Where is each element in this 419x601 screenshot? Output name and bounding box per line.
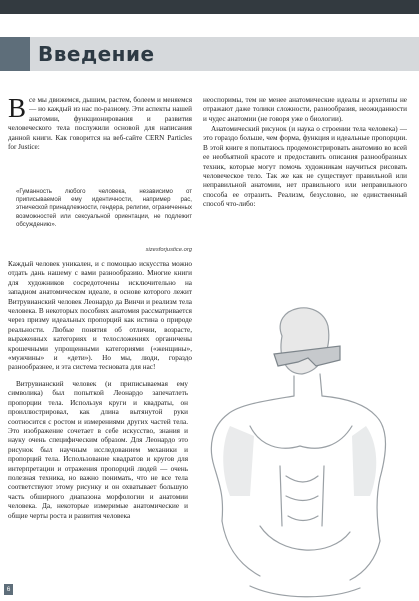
- right-paragraph-1: неоспоримы, тем не менее анатомические идеалы и архетипы не отражают даже толики сложности, разнообразия, неожиданности и чудес анатомии (не говоря уже о биологии).: [203, 96, 407, 123]
- page-number: 6: [4, 584, 13, 595]
- drop-cap: В: [8, 93, 27, 123]
- header-accent-block: [0, 37, 30, 71]
- right-paragraph-2: Анатомический рисунок (и наука о строении тела человека) — это гораздо больше, чем форма, функция и идеальные пропорции. В этой книге я попытаюсь продемонстрировать анатомию во всей ее необъятной красоте и предоставить описания разнообразных техник, которые могут помочь художникам научиться рисовать человеческое тело. Так же как не существует правильной или неправильной анатомии, нет правильного или неправильного способа ее отразить. Реализм, безусловно, не единственный способ что-либо:: [203, 125, 407, 209]
- watermark-text: Oz: [170, 545, 241, 601]
- quote-block: «Гуманность любого человека, независимо от приписываемой ему идентичности, например рас, этнической принадлежности, гендера, религии, ограниченных возможностей или сексуальной ориентации, не подлежит обсуждению».: [16, 188, 192, 228]
- page-title: Введение: [38, 42, 155, 66]
- left-intro: [8, 93, 192, 152]
- left-paragraph-3: Витрувианский человек (и приписываемая ему символика) был попыткой Леонардо запечатлеть пропорции тела. Используя круги и квадраты, он проиллюстрировал, как длина вытянутой руки соотносится с ростом и измерениями других частей тела. Это изображение сочетает в себе искусство, знания и науку очень специфическим образом. Для Леонардо это рисунок был научным исследованием механики и пропорций тела. Использование квадратов и кругов для интерпретации и отражения пропорций людей — очень полезная техника, но важно понимать, что не все тела соответствуют этому рисунку и он охватывает большую часть обширного диапазона морфологии и анатомии человека. Да, некоторые измеримые анатомические и общие черты роста и развития человека: [8, 380, 188, 520]
- quote-source: sizesforjustice.org: [145, 247, 192, 253]
- intro-paragraph: се мы движемся, дышим, растем, болеем и меняемся — но каждый из нас по-разному. Эти аспекты нашей анатомии, функционирования и развития человеческого тела послужили основой для написания данной книги. Как говорится на веб-сайте CERN Particles for Justice:: [8, 96, 192, 152]
- top-band: [0, 0, 419, 14]
- left-paragraph-2: Каждый человек уникален, и с помощью искусства можно отдать дань нашему с вами разнообразию. Многие книги для художников сосредоточены исключительно на западном анатомическом идеале, в основе которого лежит Витрувианский человек Леонардо да Винчи и реализм тела человека. В некоторых пособиях анатомия рассматривается через призму идеальных пропорций как истина о природе реальности. Любые понятия об отличии, возрасте, выраженных категориях и телосложениях органичены крошечными упрощенными категориями («женщины», «мужчины» и «дети»). Но мы, люди, гораздо разнообразнее, и эта система тесновата для нас!: [8, 260, 192, 372]
